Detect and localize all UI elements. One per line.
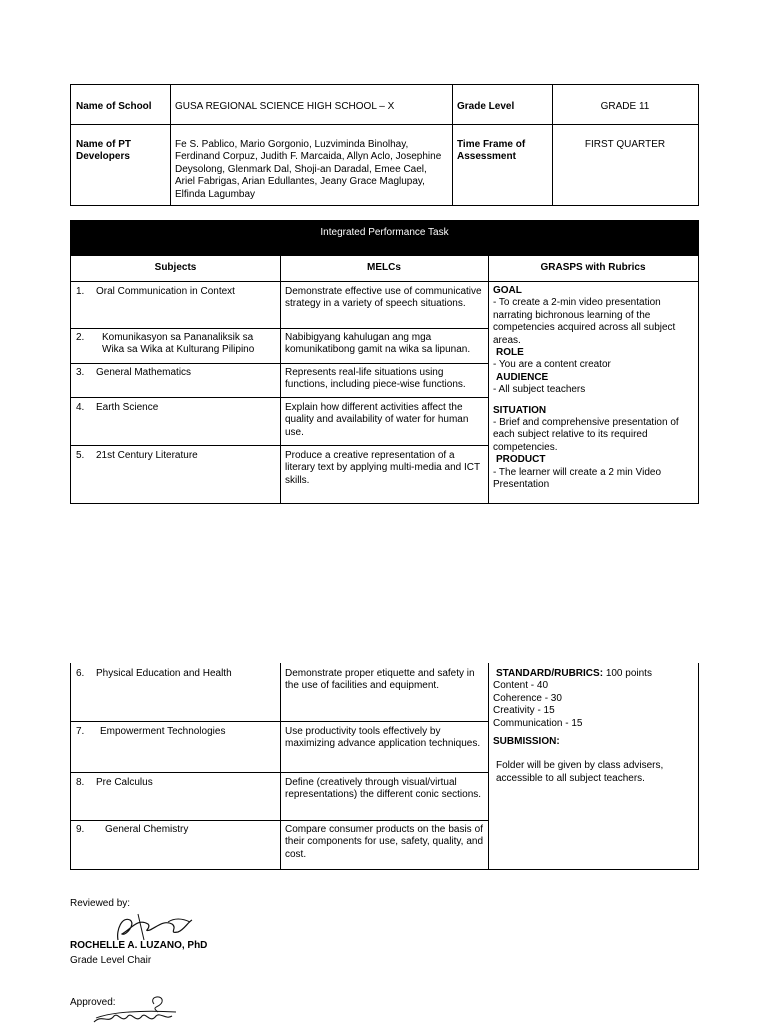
timeframe-label: Time Frame of Assessment [457,139,526,163]
submission-text: Folder will be given by class advisers, accessible to all subject teachers. [496,760,664,784]
audience-text: - All subject teachers [493,384,586,396]
situation-text: - Brief and comprehensive presentation of each subject relative to its required competencies. [493,417,679,453]
subject-name: Empowerment Technologies [100,726,226,737]
situation-heading: SITUATION [493,404,547,416]
approved-label: Approved: [70,997,116,1008]
header-table [70,84,699,206]
reviewer-name: ROCHELLE A. LUZANO, PhD [70,940,208,951]
row-number: 4. [76,402,85,413]
table-row [71,286,280,298]
grasps-panel-continued [493,668,693,785]
audience-heading: AUDIENCE [496,371,549,383]
melc-text: Produce a creative representation of a literary text by applying multi-media and ICT skills. [285,450,480,486]
melc-text: Explain how different activities affect the quality and availability of water for human use. [285,402,469,438]
submission-heading: SUBMISSION: [493,736,560,748]
row-number: 1. [76,286,85,297]
timeframe-value: FIRST QUARTER [584,139,666,150]
subject-name: Komunikasyon sa Pananaliksik sa Wika sa Wika at Kulturang Pilipino [102,332,255,356]
subject-name: Oral Communication in Context [96,286,235,297]
melc-text: Demonstrate proper etiquette and safety in the use of facilities and equipment. [285,668,475,692]
subject-name: 21st Century Literature [96,450,198,461]
subject-name: Pre Calculus [96,777,153,788]
goal-heading: GOAL [493,285,522,296]
school-value: GUSA REGIONAL SCIENCE HIGH SCHOOL – X [175,101,395,112]
table-row [71,824,280,836]
role-heading: ROLE [496,347,524,359]
standard-heading: STANDARD/RUBRICS: [496,668,604,679]
reviewer-title: Grade Level Chair [70,955,152,966]
table-row [71,367,280,379]
goal-text: - To create a 2-min video presentation narrating bichronous learning of the competencies acquired across all subject areas. [493,297,676,346]
table-row [71,450,280,462]
rubric-coherence: Coherence - 30 [493,692,562,704]
grade-value: GRADE 11 [600,101,650,112]
melc-text: Nabibigyang kahulugan ang mga komunikatibong gamit na wika sa lipunan. [285,332,471,356]
row-number: 6. [76,668,85,679]
subject-name: General Chemistry [105,824,189,835]
melc-text: Represents real-life situations using functions, including piece-wise functions. [285,367,466,391]
table-row [71,332,280,357]
reviewed-by-label: Reviewed by: [70,898,131,909]
developers-value: Fe S. Pablico, Mario Gorgonio, Luzviminda Binolhay, Ferdinand Corpuz, Judith F. Marcaida, Allyn Aclo, Josephine Deysolong, Glenmark Dal, Shoji-an Daradal, Emee Cael, Ariel Fabrigas, Arian Edullantes, Jeany Grace Maglupay, Elfinda Lagumbay [175,139,442,200]
table-row [71,402,280,414]
standard-text: 100 points [605,668,652,679]
table-row [71,726,280,738]
role-text: - You are a content creator [493,359,611,371]
melc-text: Demonstrate effective use of communicative strategy in a variety of speech situations. [285,286,482,310]
row-number: 8. [76,777,85,788]
melc-text: Use productivity tools effectively by maximizing advance application techniques. [285,726,481,750]
performance-task-table [70,220,699,504]
row-number: 9. [76,824,85,835]
subject-name: Earth Science [96,402,159,413]
developers-label: Name of PT Developers [76,139,132,163]
rubric-communication: Communication - 15 [493,717,583,729]
col-subjects-header: Subjects [154,262,197,273]
grasps-panel [493,285,693,492]
subject-name: Physical Education and Health [96,668,232,679]
school-label: Name of School [76,101,152,112]
product-text: - The learner will create a 2 min Video Presentation [493,466,662,491]
melc-text: Compare consumer products on the basis of their components for use, safety, quality, and cost. [285,824,483,860]
performance-task-table-continued [70,663,699,870]
grade-label: Grade Level [457,101,515,112]
row-number: 2. [76,332,85,343]
approver-signature [92,994,182,1024]
melc-text: Define (creatively through visual/virtual representations) the different conic sections. [285,777,482,801]
row-number: 7. [76,726,85,737]
row-number: 5. [76,450,85,461]
task-banner: Integrated Performance Task [71,221,698,256]
col-melcs-header: MELCs [367,262,401,273]
table-row [71,668,280,680]
rubric-creativity: Creativity - 15 [493,705,555,717]
product-heading: PRODUCT [496,454,546,466]
subject-name: General Mathematics [96,367,192,378]
rubric-content: Content - 40 [493,680,549,692]
table-row [71,777,280,789]
row-number: 3. [76,367,85,378]
col-grasps-header: GRASPS with Rubrics [540,262,646,273]
